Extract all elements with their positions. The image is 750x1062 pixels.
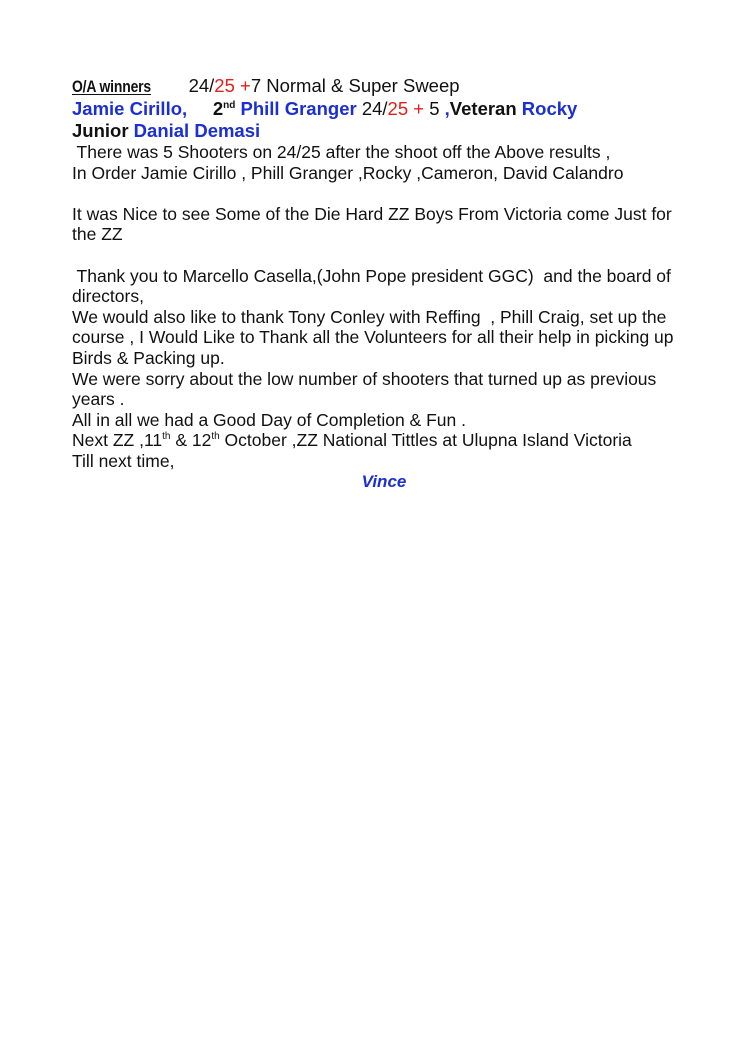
next-event-b: & 12	[170, 430, 212, 451]
signature: Vince	[361, 471, 407, 491]
results-paragraph-line-2: In Order Jamie Cirillo , Phill Granger ,Rocky ,Cameron, David Calandro	[72, 162, 624, 183]
second-score-a: 24/	[356, 98, 388, 119]
thanks-paragraph-line-5: Birds & Packing up.	[72, 347, 225, 368]
victoria-paragraph-line-1: It was Nice to see Some of the Die Hard ZZ Boys From Victoria come Just for	[72, 203, 672, 224]
header-score-a: 24/	[188, 75, 215, 96]
winner-name: Jamie Cirillo,	[72, 98, 188, 119]
veteran-comma: ,	[444, 98, 450, 119]
next-event-sup-1: th	[162, 431, 171, 443]
oa-winners-label: O/A winners	[72, 77, 152, 96]
paragraph-gap	[72, 245, 702, 266]
next-event-sup-2: th	[211, 431, 220, 443]
second-score-b: 25	[387, 98, 409, 119]
thanks-paragraph-line-7: years .	[72, 389, 125, 410]
winners-line	[72, 98, 702, 120]
header-score-c: +	[234, 75, 251, 96]
junior-line	[72, 120, 702, 142]
veteran-name: Rocky	[521, 98, 578, 119]
thanks-paragraph-line-6: We were sorry about the low number of shooters that turned up as previous	[72, 368, 657, 389]
next-event-a: Next ZZ ,11	[72, 430, 163, 451]
header-score-d: 7 Normal & Super Sweep	[250, 75, 460, 96]
header-score-b: 25	[214, 75, 235, 96]
veteran-label: Veteran	[449, 98, 522, 119]
header-line	[72, 75, 702, 98]
paragraph-gap	[72, 183, 702, 204]
thanks-paragraph-line-2: directors,	[72, 286, 144, 307]
document-page	[72, 75, 702, 492]
thanks-paragraph-line-3: We would also like to thank Tony Conley with Reffing , Phill Craig, set up the	[72, 306, 667, 327]
junior-name: Danial Demasi	[133, 120, 261, 141]
second-place-suffix: nd	[223, 99, 236, 111]
thanks-paragraph-line-4: course , I Would Like to Thank all the Volunteers for all their help in picking up	[72, 327, 674, 348]
thanks-paragraph-line-8: All in all we had a Good Day of Completion & Fun .	[72, 409, 466, 430]
results-paragraph-line-1: There was 5 Shooters on 24/25 after the shoot off the Above results ,	[72, 142, 611, 162]
victoria-paragraph-line-2: the ZZ	[72, 224, 123, 245]
second-place-name: Phill Granger	[240, 98, 357, 119]
second-score-d: 5	[424, 98, 445, 119]
thanks-paragraph-line-1: Thank you to Marcello Casella,(John Pope president GGC) and the board of	[72, 265, 671, 286]
closing-line: Till next time,	[72, 450, 175, 471]
next-event-line	[72, 430, 702, 451]
second-place-number: 2	[212, 98, 224, 119]
junior-label: Junior	[72, 120, 134, 141]
next-event-c: October ,ZZ National Tittles at Ulupna Island Victoria	[219, 430, 632, 451]
second-score-c: +	[408, 98, 425, 119]
